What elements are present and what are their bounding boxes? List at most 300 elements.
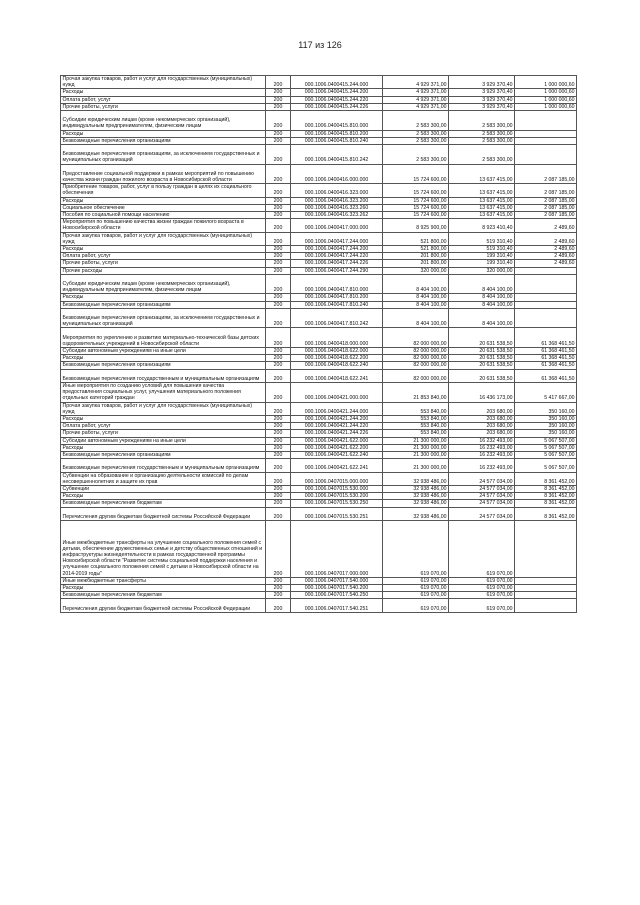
remainder-amount-cell: 61 368 461,50 <box>515 355 577 362</box>
executed-amount-cell: 16 232 493,00 <box>449 452 515 459</box>
plan-amount-cell: 82 000 000,00 <box>383 348 449 355</box>
plan-amount-cell: 15 724 600,00 <box>383 197 449 204</box>
kbk-code-cell: 000.1006.0400421.622.000 <box>291 437 383 444</box>
kbk-code-cell: 000.1006.0407017.540.200 <box>291 585 383 592</box>
plan-amount-cell: 553 840,00 <box>383 416 449 423</box>
plan-amount-cell: 553 840,00 <box>383 423 449 430</box>
row-name-cell: Субсидии юридическим лицам (кроме некоммерческих организаций), индивидуальным предпринимателям, физическим лицам <box>61 274 266 294</box>
plan-amount-cell: 21 300 000,00 <box>383 444 449 451</box>
kbk-code-cell: 000.1006.0400417.810.240 <box>291 301 383 308</box>
executed-amount-cell: 320 000,00 <box>449 267 515 274</box>
admin-code-cell: 200 <box>266 246 291 253</box>
row-name-cell: Социальное обеспечение <box>61 204 266 211</box>
table-row <box>61 486 577 493</box>
remainder-amount-cell: 2 489,60 <box>515 219 577 232</box>
remainder-amount-cell: 8 361 452,00 <box>515 500 577 507</box>
table-row <box>61 348 577 355</box>
row-name-cell: Субсидии юридическим лицам (кроме некоммерческих организаций), индивидуальным предпринимателям, физическим лицам <box>61 111 266 131</box>
plan-amount-cell: 201 800,00 <box>383 260 449 267</box>
row-name-cell: Оплата работ, услуг <box>61 96 266 103</box>
table-row <box>61 355 577 362</box>
executed-amount-cell: 24 577 034,00 <box>449 507 515 520</box>
row-name-cell: Расходы <box>61 444 266 451</box>
admin-code-cell: 200 <box>266 137 291 144</box>
admin-code-cell: 200 <box>266 308 291 328</box>
remainder-amount-cell: 5 417 667,00 <box>515 383 577 403</box>
remainder-amount-cell <box>515 294 577 301</box>
table-row <box>61 362 577 369</box>
remainder-amount-cell: 2 087 185,00 <box>515 164 577 184</box>
plan-amount-cell: 8 404 100,00 <box>383 294 449 301</box>
row-name-cell: Перечисления другим бюджетам бюджетной системы Российской Федерации <box>61 599 266 612</box>
kbk-code-cell: 000.1006.0400415.244.220 <box>291 96 383 103</box>
admin-code-cell: 200 <box>266 507 291 520</box>
plan-amount-cell: 8 925 900,00 <box>383 219 449 232</box>
table-row <box>61 585 577 592</box>
executed-amount-cell: 8 404 100,00 <box>449 294 515 301</box>
plan-amount-cell: 2 583 300,00 <box>383 130 449 137</box>
table-row <box>61 507 577 520</box>
kbk-code-cell: 000.1006.0407017.000.000 <box>291 521 383 578</box>
row-name-cell: Прочая закупка товаров, работ и услуг для государственных (муниципальных) нужд <box>61 76 266 89</box>
executed-amount-cell: 619 070,00 <box>449 599 515 612</box>
remainder-amount-cell: 2 489,60 <box>515 260 577 267</box>
admin-code-cell: 200 <box>266 267 291 274</box>
kbk-code-cell: 000.1006.0407015.530.200 <box>291 493 383 500</box>
table-row <box>61 301 577 308</box>
admin-code-cell: 200 <box>266 500 291 507</box>
admin-code-cell: 200 <box>266 164 291 184</box>
table-row <box>61 500 577 507</box>
executed-amount-cell: 13 637 415,00 <box>449 197 515 204</box>
remainder-amount-cell: 350 160,00 <box>515 423 577 430</box>
remainder-amount-cell: 5 067 507,00 <box>515 452 577 459</box>
executed-amount-cell: 20 631 538,50 <box>449 328 515 348</box>
plan-amount-cell: 32 938 486,00 <box>383 486 449 493</box>
plan-amount-cell: 619 070,00 <box>383 577 449 584</box>
executed-amount-cell: 20 631 538,50 <box>449 369 515 382</box>
executed-amount-cell: 24 577 034,00 <box>449 493 515 500</box>
table-body <box>61 76 577 613</box>
row-name-cell: Субсидии автономным учреждениям на иные цели <box>61 437 266 444</box>
plan-amount-cell: 619 070,00 <box>383 592 449 599</box>
row-name-cell: Перечисления другим бюджетам бюджетной системы Российской Федерации <box>61 507 266 520</box>
row-name-cell: Безвозмездные перечисления организациям <box>61 137 266 144</box>
executed-amount-cell: 199 310,40 <box>449 253 515 260</box>
plan-amount-cell: 32 938 486,00 <box>383 493 449 500</box>
remainder-amount-cell: 1 000 000,60 <box>515 103 577 110</box>
plan-amount-cell: 2 583 300,00 <box>383 145 449 165</box>
executed-amount-cell: 13 637 415,00 <box>449 204 515 211</box>
row-name-cell: Оплата работ, услуг <box>61 423 266 430</box>
remainder-amount-cell <box>515 274 577 294</box>
admin-code-cell: 200 <box>266 348 291 355</box>
admin-code-cell: 200 <box>266 493 291 500</box>
row-name-cell: Безвозмездные перечисления государственным и муниципальным организациям <box>61 459 266 472</box>
table-row <box>61 599 577 612</box>
row-name-cell: Расходы <box>61 355 266 362</box>
table-row <box>61 402 577 415</box>
remainder-amount-cell: 2 489,60 <box>515 246 577 253</box>
table-row <box>61 246 577 253</box>
plan-amount-cell: 32 938 486,00 <box>383 507 449 520</box>
table-row <box>61 444 577 451</box>
row-name-cell: Расходы <box>61 493 266 500</box>
executed-amount-cell: 3 929 370,40 <box>449 96 515 103</box>
admin-code-cell: 200 <box>266 260 291 267</box>
remainder-amount-cell <box>515 145 577 165</box>
table-row <box>61 164 577 184</box>
row-name-cell: Прочая закупка товаров, работ и услуг для государственных (муниципальных) нужд <box>61 232 266 245</box>
table-row <box>61 197 577 204</box>
plan-amount-cell: 8 404 100,00 <box>383 308 449 328</box>
row-name-cell: Мероприятия по укреплению и развитию материально-технической базы детских оздоровительных учреждений в Новосибирской области <box>61 328 266 348</box>
row-name-cell: Расходы <box>61 130 266 137</box>
admin-code-cell: 200 <box>266 197 291 204</box>
kbk-code-cell: 000.1006.0400421.244.000 <box>291 402 383 415</box>
kbk-code-cell: 000.1006.0400421.000.000 <box>291 383 383 403</box>
admin-code-cell: 200 <box>266 444 291 451</box>
table-row <box>61 294 577 301</box>
executed-amount-cell: 24 577 034,00 <box>449 500 515 507</box>
admin-code-cell: 200 <box>266 423 291 430</box>
table-row <box>61 76 577 89</box>
plan-amount-cell: 2 583 300,00 <box>383 137 449 144</box>
kbk-code-cell: 000.1006.0400417.244.000 <box>291 232 383 245</box>
remainder-amount-cell: 2 489,60 <box>515 232 577 245</box>
kbk-code-cell: 000.1006.0400421.622.240 <box>291 452 383 459</box>
row-name-cell: Субсидии автономным учреждениям на иные цели <box>61 348 266 355</box>
remainder-amount-cell: 350 160,00 <box>515 402 577 415</box>
table-row <box>61 89 577 96</box>
table-row <box>61 145 577 165</box>
table-row <box>61 96 577 103</box>
kbk-code-cell: 000.1006.0400421.244.220 <box>291 423 383 430</box>
plan-amount-cell: 619 070,00 <box>383 585 449 592</box>
remainder-amount-cell: 350 160,00 <box>515 430 577 437</box>
page-number: 117 из 126 <box>298 40 342 50</box>
remainder-amount-cell: 61 368 461,50 <box>515 369 577 382</box>
kbk-code-cell: 000.1006.0400417.244.200 <box>291 246 383 253</box>
plan-amount-cell: 21 300 000,00 <box>383 452 449 459</box>
executed-amount-cell: 2 583 300,00 <box>449 130 515 137</box>
kbk-code-cell: 000.1006.0407017.540.250 <box>291 592 383 599</box>
row-name-cell: Прочие расходы <box>61 267 266 274</box>
table-row <box>61 423 577 430</box>
plan-amount-cell: 21 300 000,00 <box>383 459 449 472</box>
admin-code-cell: 200 <box>266 274 291 294</box>
budget-table-container <box>60 75 576 613</box>
table-row <box>61 204 577 211</box>
table-row <box>61 592 577 599</box>
table-row <box>61 430 577 437</box>
plan-amount-cell: 15 724 600,00 <box>383 184 449 197</box>
kbk-code-cell: 000.1006.0400418.622.240 <box>291 362 383 369</box>
kbk-code-cell: 000.1006.0400416.323.000 <box>291 184 383 197</box>
remainder-amount-cell: 5 067 507,00 <box>515 459 577 472</box>
admin-code-cell: 200 <box>266 294 291 301</box>
plan-amount-cell: 15 724 600,00 <box>383 204 449 211</box>
table-row <box>61 103 577 110</box>
kbk-code-cell: 000.1006.0400418.622.000 <box>291 348 383 355</box>
admin-code-cell: 200 <box>266 459 291 472</box>
row-name-cell: Расходы <box>61 585 266 592</box>
executed-amount-cell: 2 583 300,00 <box>449 111 515 131</box>
row-name-cell: Расходы <box>61 246 266 253</box>
executed-amount-cell: 20 631 538,50 <box>449 362 515 369</box>
admin-code-cell: 200 <box>266 253 291 260</box>
executed-amount-cell: 3 929 370,40 <box>449 103 515 110</box>
executed-amount-cell: 519 310,40 <box>449 232 515 245</box>
admin-code-cell: 200 <box>266 89 291 96</box>
kbk-code-cell: 000.1006.0407015.000.000 <box>291 472 383 485</box>
remainder-amount-cell: 2 087 185,00 <box>515 184 577 197</box>
executed-amount-cell: 203 680,00 <box>449 423 515 430</box>
row-name-cell: Субвенции на образование и организацию деятельности комиссий по делам несовершеннолетних и защите их прав <box>61 472 266 485</box>
table-row <box>61 308 577 328</box>
kbk-code-cell: 000.1006.0400417.810.200 <box>291 294 383 301</box>
kbk-code-cell: 000.1006.0400418.622.200 <box>291 355 383 362</box>
row-name-cell: Расходы <box>61 294 266 301</box>
admin-code-cell: 200 <box>266 577 291 584</box>
kbk-code-cell: 000.1006.0400415.810.000 <box>291 111 383 131</box>
plan-amount-cell: 82 000 000,00 <box>383 362 449 369</box>
row-name-cell: Иные межбюджетные трансферты на улучшение социального положения семей с детьми, обеспечение дружественных семье и детству общественных отношений и инфраструктуры жизнедеятельности в рамках государственной программы Новосибирской области "Развитие системы социальной поддержки населения и улучшение социального положения семей с детьми в Новосибирской области на 2014-2019 годы" <box>61 521 266 578</box>
admin-code-cell: 200 <box>266 472 291 485</box>
executed-amount-cell: 8 404 100,00 <box>449 308 515 328</box>
executed-amount-cell: 16 232 493,00 <box>449 459 515 472</box>
remainder-amount-cell <box>515 577 577 584</box>
admin-code-cell: 200 <box>266 219 291 232</box>
table-row <box>61 452 577 459</box>
kbk-code-cell: 000.1006.0400415.244.200 <box>291 89 383 96</box>
kbk-code-cell: 000.1006.0400417.244.220 <box>291 253 383 260</box>
remainder-amount-cell <box>515 521 577 578</box>
plan-amount-cell: 21 300 000,00 <box>383 437 449 444</box>
row-name-cell: Безвозмездные перечисления организациям, за исключением государственных и муниципальных организаций <box>61 145 266 165</box>
executed-amount-cell: 619 070,00 <box>449 521 515 578</box>
admin-code-cell: 200 <box>266 521 291 578</box>
row-name-cell: Прочая закупка товаров, работ и услуг для государственных (муниципальных) нужд <box>61 402 266 415</box>
row-name-cell: Субвенции <box>61 486 266 493</box>
admin-code-cell: 200 <box>266 103 291 110</box>
executed-amount-cell: 619 070,00 <box>449 585 515 592</box>
table-row <box>61 328 577 348</box>
admin-code-cell: 200 <box>266 212 291 219</box>
plan-amount-cell: 82 000 000,00 <box>383 355 449 362</box>
table-row <box>61 260 577 267</box>
plan-amount-cell: 619 070,00 <box>383 521 449 578</box>
plan-amount-cell: 521 800,00 <box>383 246 449 253</box>
admin-code-cell: 200 <box>266 301 291 308</box>
admin-code-cell: 200 <box>266 355 291 362</box>
row-name-cell: Безвозмездные перечисления бюджетам <box>61 592 266 599</box>
plan-amount-cell: 21 853 840,00 <box>383 383 449 403</box>
kbk-code-cell: 000.1006.0400417.000.000 <box>291 219 383 232</box>
remainder-amount-cell: 2 087 185,00 <box>515 204 577 211</box>
remainder-amount-cell <box>515 599 577 612</box>
kbk-code-cell: 000.1006.0400415.244.226 <box>291 103 383 110</box>
executed-amount-cell: 199 310,40 <box>449 260 515 267</box>
table-row <box>61 369 577 382</box>
row-name-cell: Иные межбюджетные трансферты <box>61 577 266 584</box>
kbk-code-cell: 000.1006.0400417.244.290 <box>291 267 383 274</box>
admin-code-cell: 200 <box>266 416 291 423</box>
table-row <box>61 416 577 423</box>
plan-amount-cell: 4 929 371,00 <box>383 76 449 89</box>
row-name-cell: Пособия по социальной помощи населению <box>61 212 266 219</box>
remainder-amount-cell: 1 000 000,60 <box>515 96 577 103</box>
table-row <box>61 130 577 137</box>
executed-amount-cell: 2 583 300,00 <box>449 137 515 144</box>
row-name-cell: Иные мероприятия по созданию условий для повышения качества предоставления социальных услуг, улучшения материального положения отдельных категорий граждан <box>61 383 266 403</box>
row-name-cell: Прочие работы, услуги <box>61 430 266 437</box>
plan-amount-cell: 82 000 000,00 <box>383 328 449 348</box>
table-row <box>61 383 577 403</box>
kbk-code-cell: 000.1006.0400421.622.200 <box>291 444 383 451</box>
row-name-cell: Безвозмездные перечисления организациям, за исключением государственных и муниципальных организаций <box>61 308 266 328</box>
plan-amount-cell: 201 800,00 <box>383 253 449 260</box>
admin-code-cell: 200 <box>266 369 291 382</box>
executed-amount-cell: 20 631 538,50 <box>449 355 515 362</box>
plan-amount-cell: 553 840,00 <box>383 430 449 437</box>
table-row <box>61 137 577 144</box>
executed-amount-cell: 8 404 100,00 <box>449 301 515 308</box>
remainder-amount-cell <box>515 301 577 308</box>
row-name-cell: Безвозмездные перечисления бюджетам <box>61 500 266 507</box>
executed-amount-cell: 16 232 493,00 <box>449 437 515 444</box>
kbk-code-cell: 000.1006.0407015.530.250 <box>291 500 383 507</box>
row-name-cell: Безвозмездные перечисления государственным и муниципальным организациям <box>61 369 266 382</box>
remainder-amount-cell: 61 368 461,50 <box>515 348 577 355</box>
plan-amount-cell: 4 929 371,00 <box>383 89 449 96</box>
kbk-code-cell: 000.1006.0400415.810.240 <box>291 137 383 144</box>
kbk-code-cell: 000.1006.0400416.323.200 <box>291 197 383 204</box>
admin-code-cell: 200 <box>266 430 291 437</box>
executed-amount-cell: 13 637 415,00 <box>449 164 515 184</box>
remainder-amount-cell: 2 087 185,00 <box>515 212 577 219</box>
remainder-amount-cell <box>515 130 577 137</box>
executed-amount-cell: 203 680,00 <box>449 402 515 415</box>
row-name-cell: Безвозмездные перечисления организациям <box>61 301 266 308</box>
admin-code-cell: 200 <box>266 184 291 197</box>
admin-code-cell: 200 <box>266 437 291 444</box>
executed-amount-cell: 13 637 415,00 <box>449 184 515 197</box>
plan-amount-cell: 4 929 371,00 <box>383 103 449 110</box>
kbk-code-cell: 000.1006.0407017.540.251 <box>291 599 383 612</box>
remainder-amount-cell <box>515 592 577 599</box>
row-name-cell: Прочие работы, услуги <box>61 103 266 110</box>
executed-amount-cell: 519 310,40 <box>449 246 515 253</box>
remainder-amount-cell <box>515 137 577 144</box>
plan-amount-cell: 15 724 600,00 <box>383 212 449 219</box>
admin-code-cell: 200 <box>266 111 291 131</box>
table-row <box>61 493 577 500</box>
executed-amount-cell: 203 680,00 <box>449 416 515 423</box>
row-name-cell: Приобретение товаров, работ, услуг в пользу граждан в целях их социального обеспечения <box>61 184 266 197</box>
remainder-amount-cell: 2 489,60 <box>515 253 577 260</box>
kbk-code-cell: 000.1006.0400418.000.000 <box>291 328 383 348</box>
executed-amount-cell: 2 583 300,00 <box>449 145 515 165</box>
kbk-code-cell: 000.1006.0400421.622.241 <box>291 459 383 472</box>
remainder-amount-cell: 8 361 452,00 <box>515 493 577 500</box>
admin-code-cell: 200 <box>266 452 291 459</box>
row-name-cell: Расходы <box>61 416 266 423</box>
table-row <box>61 459 577 472</box>
kbk-code-cell: 000.1006.0400417.810.000 <box>291 274 383 294</box>
admin-code-cell: 200 <box>266 328 291 348</box>
kbk-code-cell: 000.1006.0400418.622.241 <box>291 369 383 382</box>
plan-amount-cell: 8 404 100,00 <box>383 301 449 308</box>
admin-code-cell: 200 <box>266 486 291 493</box>
plan-amount-cell: 8 404 100,00 <box>383 274 449 294</box>
executed-amount-cell: 3 929 370,40 <box>449 76 515 89</box>
table-row <box>61 253 577 260</box>
executed-amount-cell: 24 577 034,00 <box>449 472 515 485</box>
kbk-code-cell: 000.1006.0400416.000.000 <box>291 164 383 184</box>
admin-code-cell: 200 <box>266 96 291 103</box>
row-name-cell: Безвозмездные перечисления организациям <box>61 452 266 459</box>
kbk-code-cell: 000.1006.0400421.244.200 <box>291 416 383 423</box>
plan-amount-cell: 4 929 371,00 <box>383 96 449 103</box>
table-row <box>61 232 577 245</box>
kbk-code-cell: 000.1006.0407017.540.000 <box>291 577 383 584</box>
kbk-code-cell: 000.1006.0400421.244.226 <box>291 430 383 437</box>
plan-amount-cell: 619 070,00 <box>383 599 449 612</box>
table-row <box>61 267 577 274</box>
admin-code-cell: 200 <box>266 585 291 592</box>
admin-code-cell: 200 <box>266 402 291 415</box>
table-row <box>61 219 577 232</box>
admin-code-cell: 200 <box>266 145 291 165</box>
admin-code-cell: 200 <box>266 204 291 211</box>
executed-amount-cell: 619 070,00 <box>449 592 515 599</box>
kbk-code-cell: 000.1006.0407015.530.000 <box>291 486 383 493</box>
row-name-cell: Расходы <box>61 89 266 96</box>
executed-amount-cell: 24 577 034,00 <box>449 486 515 493</box>
kbk-code-cell: 000.1006.0400416.323.262 <box>291 212 383 219</box>
row-name-cell: Оплата работ, услуг <box>61 253 266 260</box>
table-row <box>61 111 577 131</box>
kbk-code-cell: 000.1006.0407015.530.251 <box>291 507 383 520</box>
table-row <box>61 472 577 485</box>
table-row <box>61 212 577 219</box>
plan-amount-cell: 82 000 000,00 <box>383 369 449 382</box>
remainder-amount-cell: 5 067 507,00 <box>515 444 577 451</box>
executed-amount-cell: 16 436 173,00 <box>449 383 515 403</box>
remainder-amount-cell <box>515 585 577 592</box>
kbk-code-cell: 000.1006.0400415.244.000 <box>291 76 383 89</box>
table-row <box>61 577 577 584</box>
remainder-amount-cell: 8 361 452,00 <box>515 486 577 493</box>
remainder-amount-cell: 350 160,00 <box>515 416 577 423</box>
kbk-code-cell: 000.1006.0400417.810.242 <box>291 308 383 328</box>
executed-amount-cell: 13 637 415,00 <box>449 212 515 219</box>
plan-amount-cell: 2 583 300,00 <box>383 111 449 131</box>
executed-amount-cell: 8 404 100,00 <box>449 274 515 294</box>
kbk-code-cell: 000.1006.0400415.810.200 <box>291 130 383 137</box>
executed-amount-cell: 3 929 370,40 <box>449 89 515 96</box>
executed-amount-cell: 20 631 538,50 <box>449 348 515 355</box>
admin-code-cell: 200 <box>266 362 291 369</box>
plan-amount-cell: 320 000,00 <box>383 267 449 274</box>
executed-amount-cell: 619 070,00 <box>449 577 515 584</box>
remainder-amount-cell <box>515 308 577 328</box>
row-name-cell: Прочие работы, услуги <box>61 260 266 267</box>
kbk-code-cell: 000.1006.0400415.810.242 <box>291 145 383 165</box>
executed-amount-cell: 16 232 493,00 <box>449 444 515 451</box>
table-row <box>61 437 577 444</box>
